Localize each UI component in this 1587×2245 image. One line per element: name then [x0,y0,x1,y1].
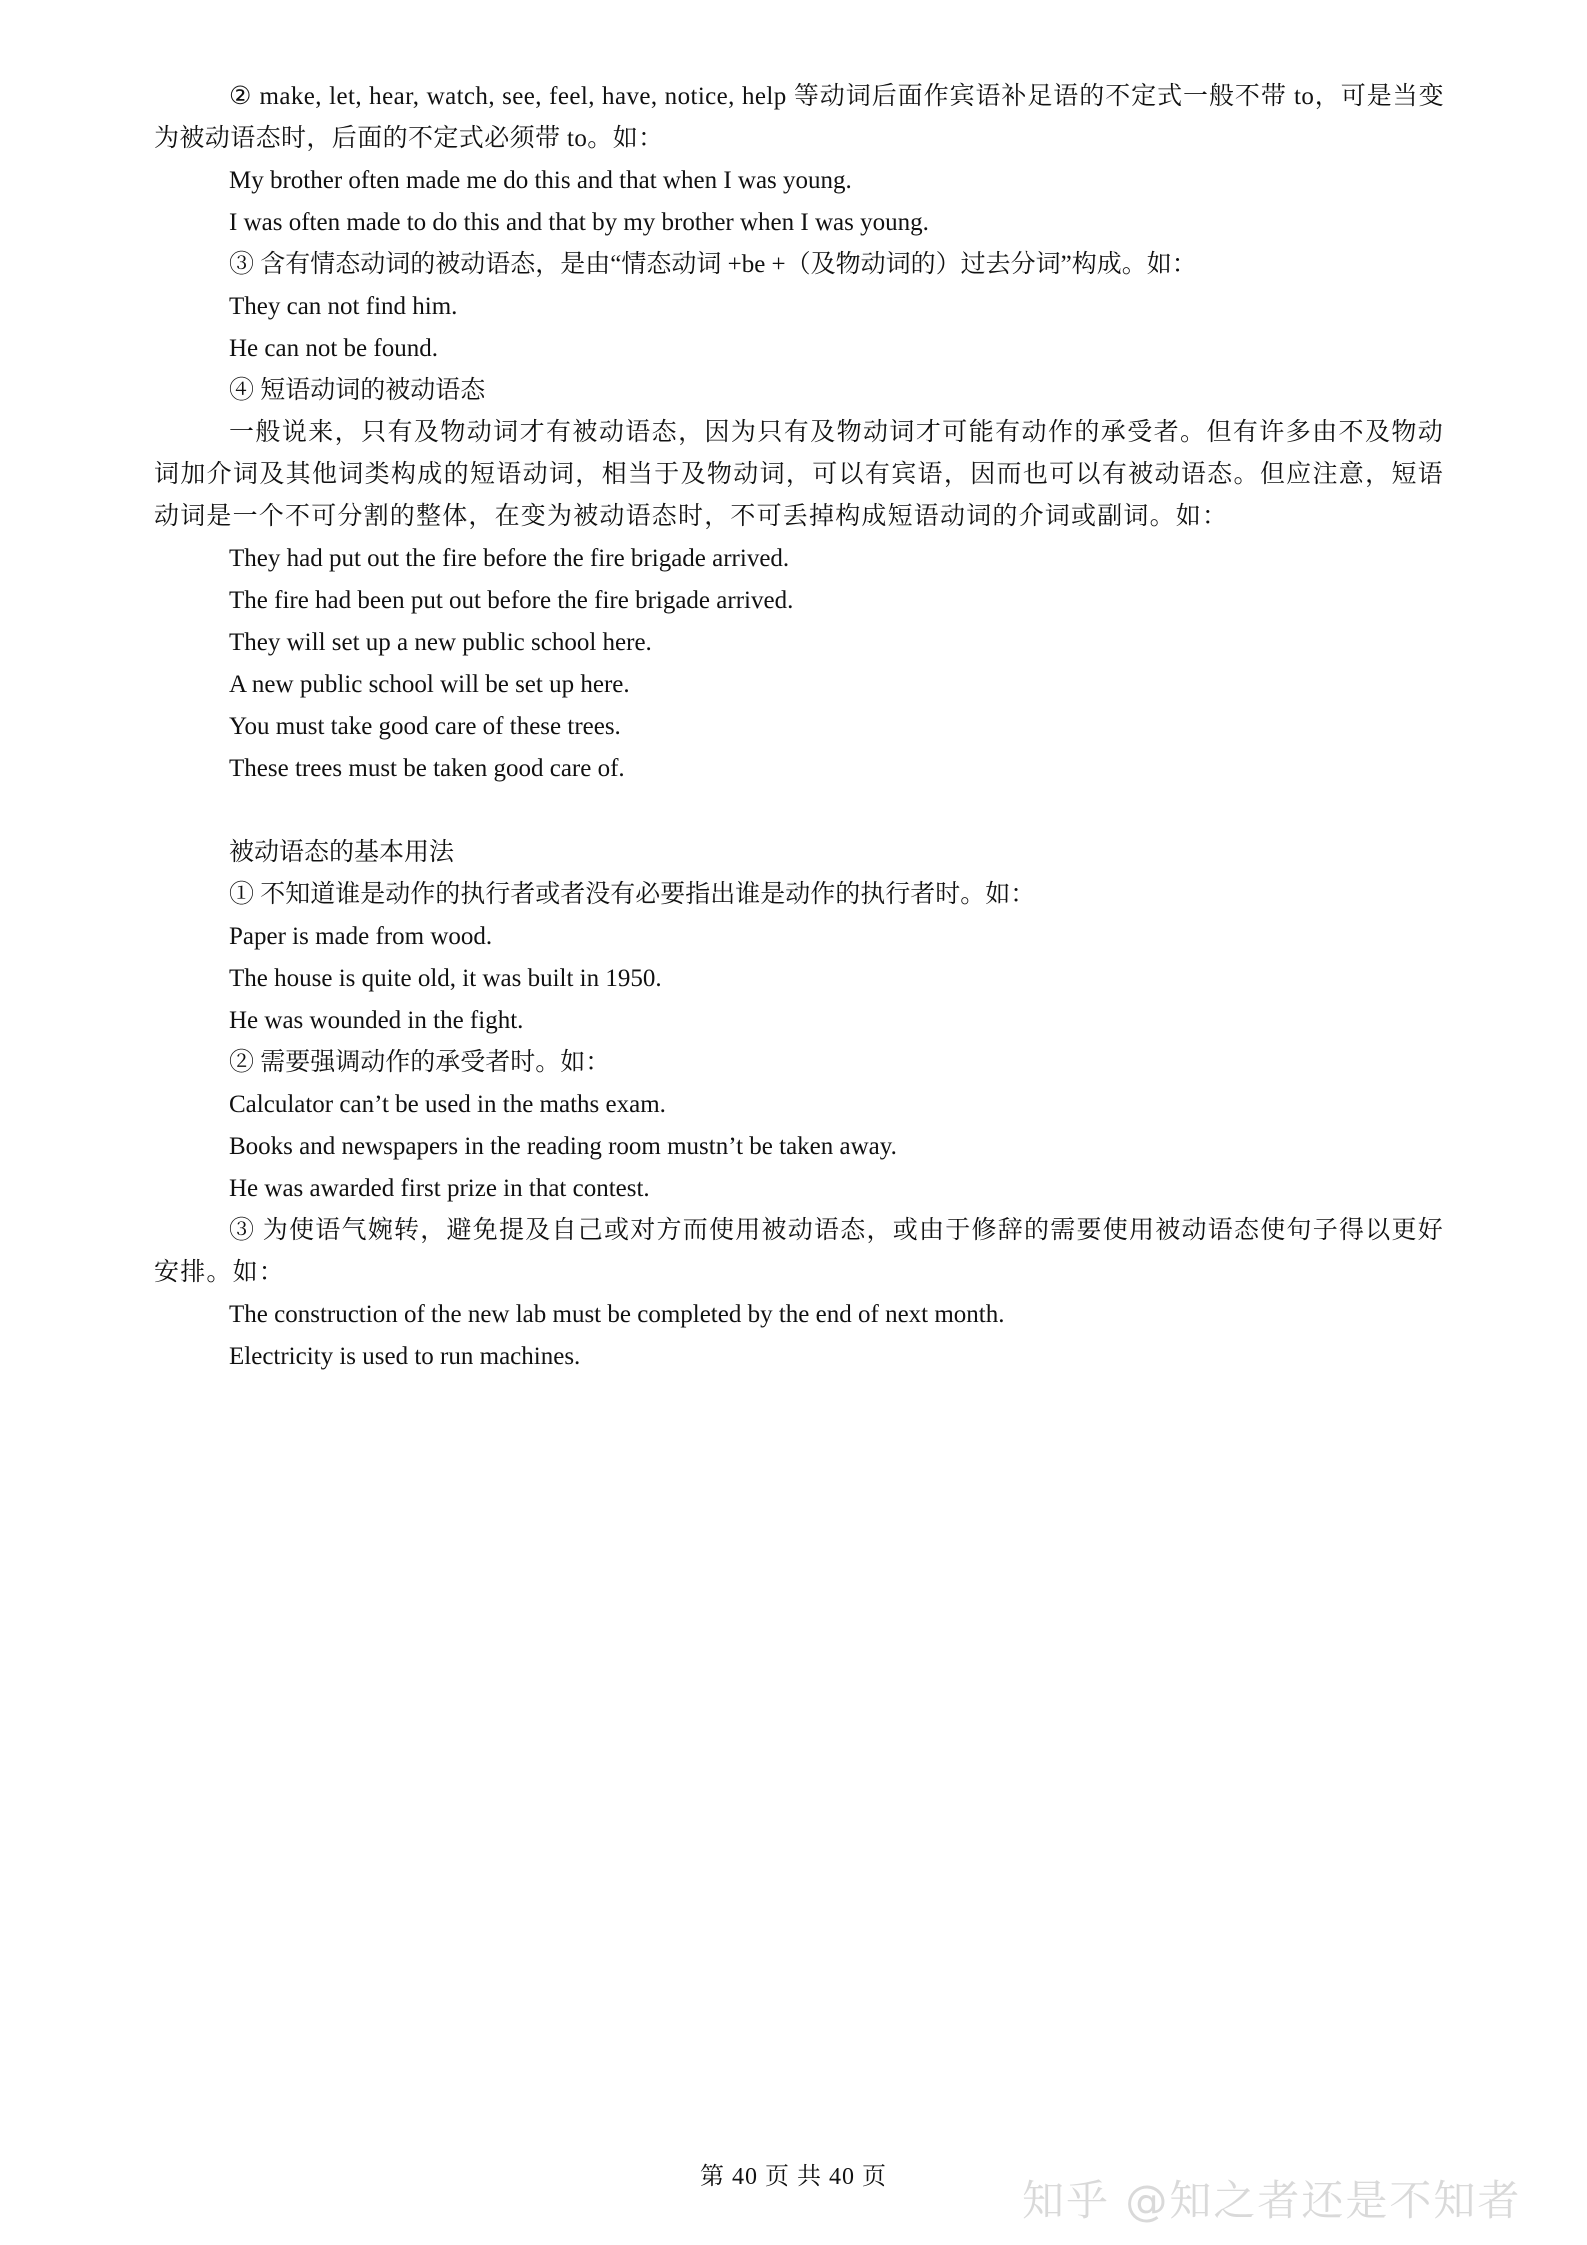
example-sentence: He can not be found. [229,335,438,362]
example-sentence: You must take good care of these trees. [229,713,621,740]
example-sentence: I was often made to do this and that by my brother when I was young. [229,209,929,236]
rule-heading-phrasal: ④ 短语动词的被动语态 [229,377,486,404]
example-sentence: He was wounded in the fight. [229,1007,524,1034]
paragraph-phrasal-verbs: 一般说来，只有及物动词才有被动语态，因为只有及物动词才可能有动作的承受者。但有许多由不及物动词加介词及其他词类构成的短语动词，相当于及物动词，可以有宾语，因而也可以有被动语态。但应注意，短语动词是一个不可分割的整体，在变为被动语态时，不可丢掉构成短语动词的介词或副词。如： [154,419,1444,530]
document-body [154,76,1444,1378]
example-sentence: The fire had been put out before the fire brigade arrived. [229,587,794,614]
example-sentence: He was awarded first prize in that contest. [229,1175,650,1202]
example-sentence: Paper is made from wood. [229,923,493,950]
example-sentence: The house is quite old, it was built in 1950. [229,965,662,992]
example-sentence: They had put out the fire before the fire brigade arrived. [229,545,790,572]
example-sentence: These trees must be taken good care of. [229,755,625,782]
example-sentence: Electricity is used to run machines. [229,1343,581,1370]
rule-heading-modal: ③ 含有情态动词的被动语态，是由“情态动词 +be +（及物动词的）过去分词”构成。如： [229,251,1197,278]
page-number-footer: 第 40 页 共 40 页 [700,2164,887,2190]
usage-rule-2: ② 需要强调动作的承受者时。如： [229,1049,611,1076]
paragraph-infinitive-rule: ② make, let, hear, watch, see, feel, have, notice, help 等动词后面作宾语补足语的不定式一般不带 to，可是当变为被动语态时，后面的不定式必须带 to。如： [154,83,1444,152]
example-sentence: The construction of the new lab must be completed by the end of next month. [229,1301,1005,1328]
example-sentence: Calculator can’t be used in the maths exam. [229,1091,666,1118]
example-sentence: Books and newspapers in the reading room mustn’t be taken away. [229,1133,897,1160]
spacer [154,790,1444,832]
example-sentence: My brother often made me do this and that when I was young. [229,167,852,194]
section-heading-basic-usage: 被动语态的基本用法 [229,839,455,866]
example-sentence: A new public school will be set up here. [229,671,630,698]
example-sentence: They will set up a new public school here. [229,629,652,656]
watermark: 知乎 @知之者还是不知者 [1022,2176,1522,2225]
example-sentence: They can not find him. [229,293,458,320]
usage-rule-3: ③ 为使语气婉转，避免提及自己或对方而使用被动语态，或由于修辞的需要使用被动语态使句子得以更好安排。如： [154,1217,1444,1286]
usage-rule-1: ① 不知道谁是动作的执行者或者没有必要指出谁是动作的执行者时。如： [229,881,1036,908]
